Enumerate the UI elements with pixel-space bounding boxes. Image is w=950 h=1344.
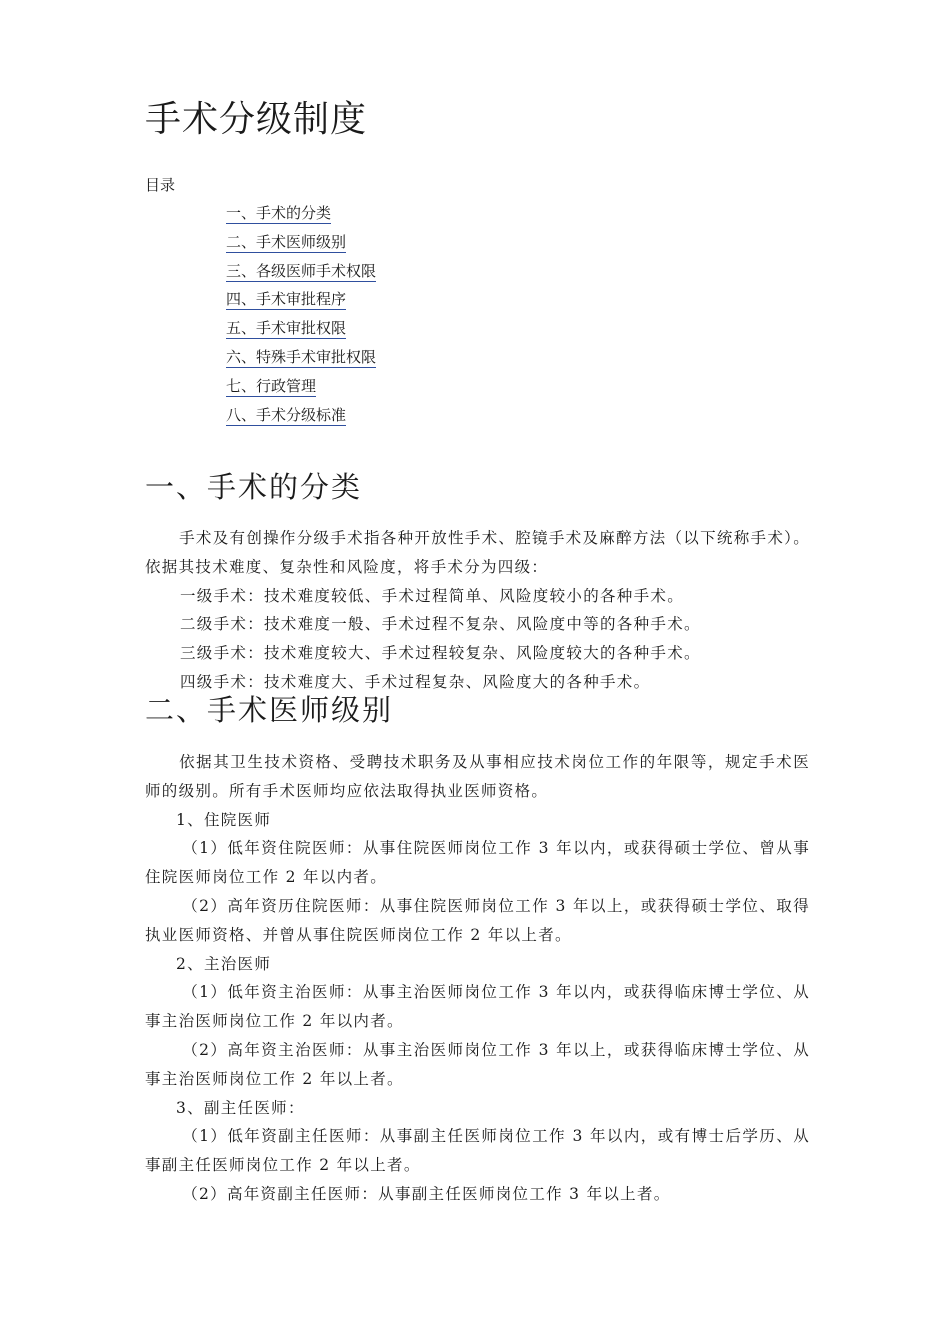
section-heading-surgeon-levels: 二、手术医师级别: [145, 693, 394, 727]
table-of-contents: [226, 200, 376, 430]
level-line: 三级手术：技术难度较大、手术过程较复杂、风险度较大的各种手术。: [180, 644, 701, 663]
section-heading-classification: 一、手术的分类: [145, 470, 363, 504]
toc-link-special-approval[interactable]: 六、特殊手术审批权限: [226, 347, 377, 366]
toc-item: [226, 286, 376, 315]
toc-link-administration[interactable]: 七、行政管理: [226, 376, 317, 395]
toc-item: [226, 373, 376, 402]
level-line: 四级手术：技术难度大、手术过程复杂、风险度大的各种手术。: [180, 672, 651, 691]
rank-item: （1）低年资副主任医师：从事副主任医师岗位工作 3 年以内，或有博士后学历、从事副主任医师岗位工作 2 年以上者。: [145, 1127, 810, 1175]
rank-item: （2）高年资副主任医师：从事副主任医师岗位工作 3 年以上者。: [182, 1184, 671, 1203]
toc-item: [226, 229, 376, 258]
toc-item: [226, 200, 376, 229]
document-title: 手术分级制度: [145, 99, 368, 140]
rank-item: （1）低年资住院医师：从事住院医师岗位工作 3 年以内，或获得硕士学位、曾从事住院医师岗位工作 2 年以内者。: [145, 839, 810, 887]
rank-item: （2）高年资历住院医师：从事住院医师岗位工作 3 年以上，或获得硕士学位、取得执业医师资格、并曾从事住院医师岗位工作 2 年以上者。: [145, 896, 810, 944]
toc-item: [226, 315, 376, 344]
toc-link-classification[interactable]: 一、手术的分类: [226, 204, 332, 222]
toc-label: 目录: [145, 176, 176, 194]
toc-link-approval-procedure[interactable]: 四、手术审批程序: [226, 290, 347, 309]
toc-link-approval-authority[interactable]: 五、手术审批权限: [226, 319, 347, 338]
toc-item: [226, 402, 376, 431]
toc-link-grading-standards[interactable]: 八、手术分级标准: [226, 405, 347, 424]
toc-link-surgeon-authority[interactable]: 三、各级医师手术权限: [226, 261, 377, 280]
rank-title: 3、副主任医师：: [176, 1098, 305, 1117]
paragraph-intro: 依据其卫生技术资格、受聘技术职务及从事相应技术岗位工作的年限等，规定手术医师的级别。所有手术医师均应依法取得执业医师资格。: [145, 753, 810, 800]
rank-item: （1）低年资主治医师：从事主治医师岗位工作 3 年以内，或获得临床博士学位、从事主治医师岗位工作 2 年以内者。: [145, 983, 810, 1031]
level-line: 二级手术：技术难度一般、手术过程不复杂、风险度中等的各种手术。: [180, 615, 701, 634]
toc-link-surgeon-levels[interactable]: 二、手术医师级别: [226, 232, 347, 251]
paragraph-intro: 手术及有创操作分级手术指各种开放性手术、腔镜手术及麻醉方法（以下统称手术）。依据其技术难度、复杂性和风险度，将手术分为四级：: [145, 529, 810, 576]
section-body-classification: [145, 524, 810, 697]
section-body-surgeon-levels: [145, 748, 810, 1209]
toc-item: [226, 258, 376, 287]
rank-item: （2）高年资主治医师：从事主治医师岗位工作 3 年以上，或获得临床博士学位、从事主治医师岗位工作 2 年以上者。: [145, 1040, 810, 1088]
rank-title: 1、住院医师: [176, 810, 272, 829]
rank-title: 2、主治医师: [176, 954, 272, 973]
level-line: 一级手术：技术难度较低、手术过程简单、风险度较小的各种手术。: [180, 586, 685, 605]
toc-item: [226, 344, 376, 373]
